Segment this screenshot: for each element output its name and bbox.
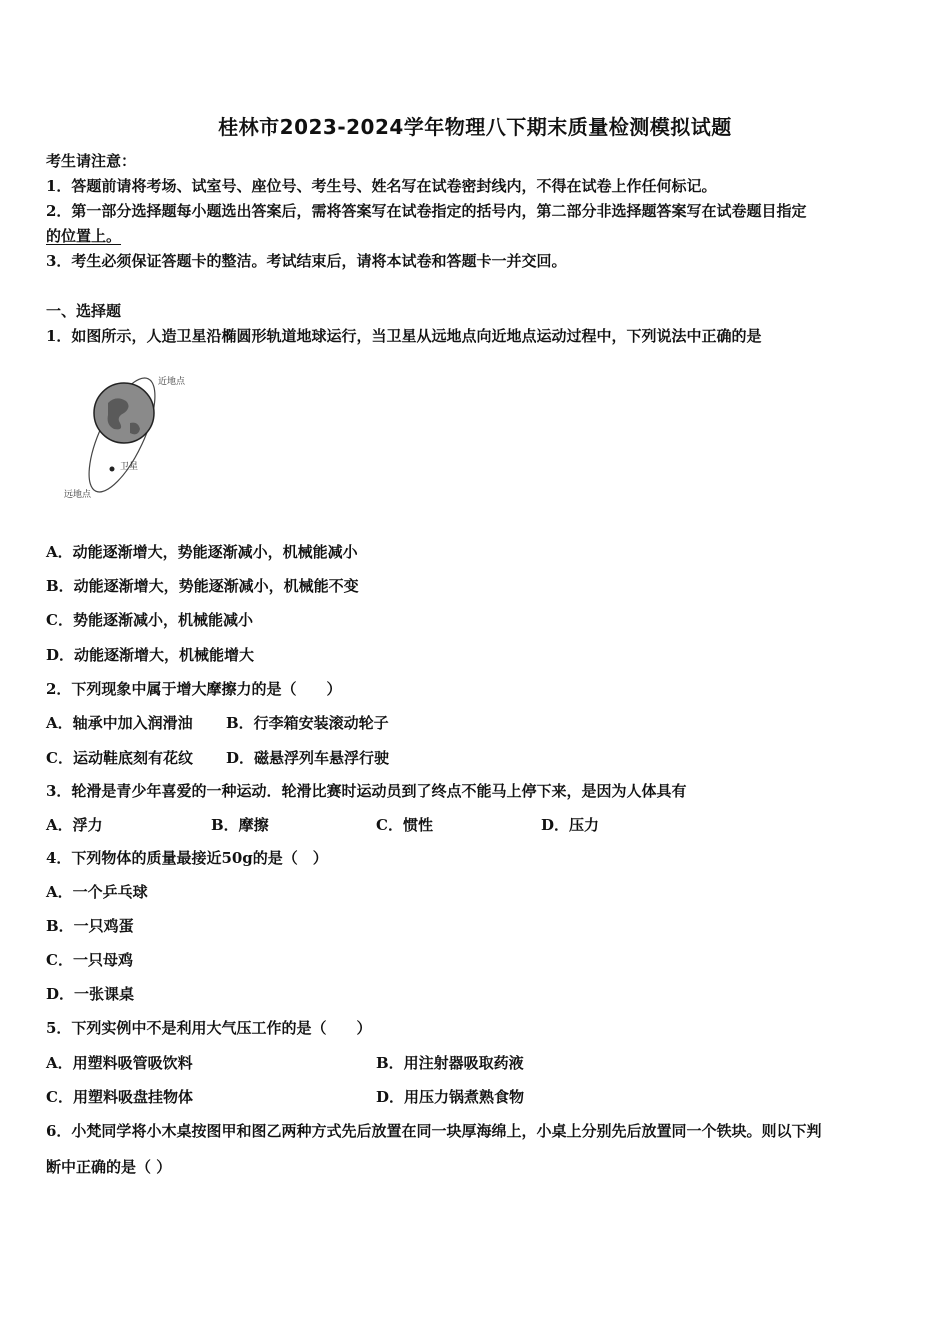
q1-option-c: C．势能逐渐减小，机械能减小 (46, 611, 253, 629)
q5-option-b: B．用注射器吸取药液 (376, 1054, 524, 1072)
q1-option-a: A．动能逐渐增大，势能逐渐减小，机械能减小 (46, 543, 358, 561)
notice-item-3: 3．考生必须保证答题卡的整洁。考试结束后，请将本试卷和答题卡一并交回。 (46, 252, 567, 270)
orbit-diagram (60, 365, 210, 505)
q1-option-d: D．动能逐渐增大，机械能增大 (46, 646, 255, 664)
q6-stem: 6．小梵同学将小木桌按图甲和图乙两种方式先后放置在同一块厚海绵上，小桌上分别先后放置同一个铁块。则以下判 (46, 1122, 822, 1140)
q2-option-c: C．运动鞋底刻有花纹 (46, 749, 193, 767)
notice-item-2-cont: 的位置上。 (46, 227, 122, 245)
notice-item-1: 1．答题前请将考场、试室号、座位号、考生号、姓名写在试卷密封线内，不得在试卷上作任何标记。 (46, 177, 717, 195)
q2-option-d: D．磁悬浮列车悬浮行驶 (226, 749, 390, 767)
satellite-label: 卫星 (120, 462, 139, 472)
q4-option-a: A．一个乒乓球 (46, 883, 148, 901)
q3-option-d: D．压力 (541, 816, 600, 834)
apogee-label: 远地点 (64, 490, 92, 500)
notice-heading: 考生请注意： (46, 152, 137, 170)
q4-option-d: D．一张课桌 (46, 985, 135, 1003)
q6-stem-cont: 断中正确的是（ ） (46, 1158, 172, 1176)
notice-item-2: 2．第一部分选择题每小题选出答案后，需将答案写在试卷指定的括号内，第二部分非选择题答案写在试卷题目指定 (46, 202, 807, 220)
q3-stem: 3．轮滑是青少年喜爱的一种运动．轮滑比赛时运动员到了终点不能马上停下来，是因为人体具有 (46, 782, 687, 800)
perigee-label: 近地点 (158, 377, 186, 387)
q4-option-c: C．一只母鸡 (46, 951, 133, 969)
q3-option-c: C．惯性 (376, 816, 433, 834)
satellite-marker (110, 467, 115, 472)
q5-stem: 5．下列实例中不是利用大气压工作的是（ ） (46, 1019, 372, 1037)
q5-option-c: C．用塑料吸盘挂物体 (46, 1088, 193, 1106)
q5-option-a: A．用塑料吸管吸饮料 (46, 1054, 193, 1072)
q3-option-a: A．浮力 (46, 816, 103, 834)
q2-option-b: B．行李箱安装滚动轮子 (226, 714, 389, 732)
q1-option-b: B．动能逐渐增大，势能逐渐减小，机械能不变 (46, 577, 359, 595)
q3-option-b: B．摩擦 (211, 816, 269, 834)
q5-option-d: D．用压力锅煮熟食物 (376, 1088, 525, 1106)
q1-stem: 1．如图所示，人造卫星沿椭圆形轨道地球运行，当卫星从远地点向近地点运动过程中，下列说法中正确的是 (46, 327, 762, 345)
q2-stem: 2．下列现象中属于增大摩擦力的是（ ） (46, 680, 342, 698)
page-title: 桂林市2023-2024学年物理八下期末质量检测模拟试题 (218, 115, 732, 139)
section-heading: 一、选择题 (46, 302, 122, 320)
q4-option-b: B．一只鸡蛋 (46, 917, 134, 935)
q2-option-a: A．轴承中加入润滑油 (46, 714, 193, 732)
q4-stem: 4．下列物体的质量最接近50g的是（ ） (46, 849, 328, 867)
satellite-orbit-figure (60, 365, 210, 505)
